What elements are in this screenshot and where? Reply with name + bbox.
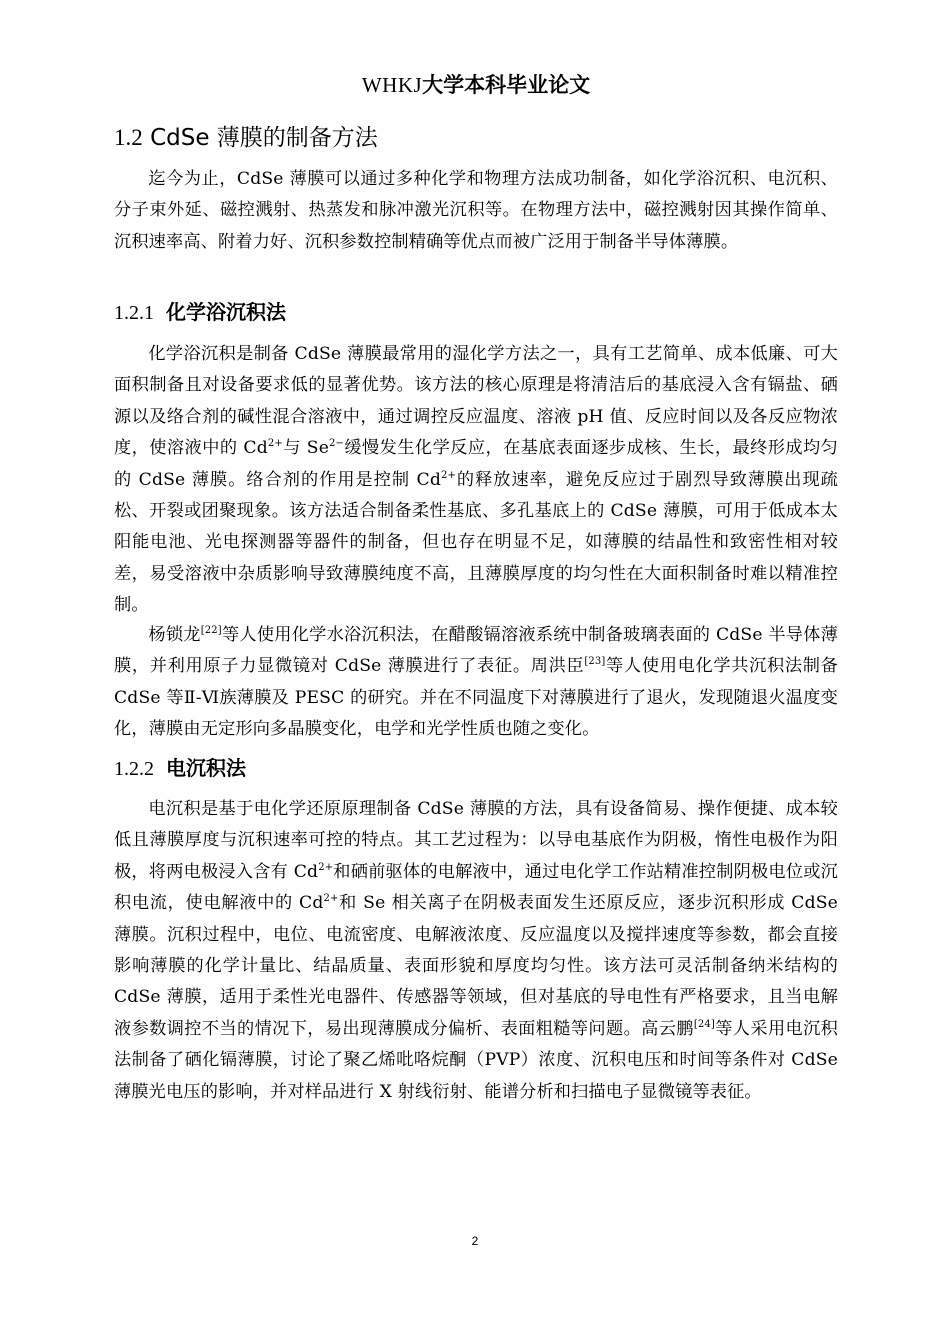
citation-ref: [24] [693,1018,715,1030]
cbd-literature-paragraph [114,620,838,746]
subsection-title: 电沉积法 [166,756,246,780]
header-title: 大学本科毕业论文 [422,73,591,97]
header-latin: WHKJ [361,73,423,97]
subsection-heading-1 [114,297,286,328]
text-run: 电沉积是基于电化学还原原理制备 CdSe 薄膜的方法，具有设备简易、操作便捷、成本较低且薄膜厚度与沉积速率可控的特点。其工艺过程为：以导电基底作为阴极，惰性电极作为阳极，将两电极浸入含有 Cd [114,799,838,882]
text-run: 等人使用电化学共沉积法制备 CdSe 等Ⅱ-Ⅵ族薄膜及 PESC 的研究。并在不同温度下对薄膜进行了退火，发现随退火温度变化，薄膜由无定形向多晶膜变化，电学和光学性质也随之变化。 [114,656,838,740]
text-run: 和 Se 相关离子在阴极表面发生还原反应，逐步沉积形成 CdSe 薄膜。沉积过程中，电位、电流密度、电解液浓度、反应温度以及搅拌速度等参数，都会直接影响薄膜的化学计量比、结晶质量、表面形貌和厚度均匀性。该方法可灵活制备纳米结构的 CdSe 薄膜，适用于柔性光电器件、传感器等领域，但对基底的导电性有严格要求，且当电解液参数调控不当的情况下，易出现薄膜成分偏析、表面粗糙等问题。高云鹏 [114,893,838,1039]
text-run: 的释放速率，避免反应过于剧烈导致薄膜出现疏松、开裂或团聚现象。该方法适合制备柔性基底、多孔基底上的 CdSe 薄膜，可用于低成本太阳能电池、光电探测器等器件的制备，但也存在明显不足，如薄膜的结晶性和致密性相对较差，易受溶液中杂质影响导致薄膜纯度不高，且薄膜厚度的均匀性在大面积制备时难以精准控制。 [114,469,838,616]
text-run: 杨锁龙 [148,625,201,645]
text-run: 化学浴沉积是制备 CdSe 薄膜最常用的湿化学方法之一，具有工艺简单、成本低廉、可大面积制备且对设备要求低的显著优势。该方法的核心原理是将清洁后的基底浸入含有镉盐、硒源以及络合剂的碱性混合溶液中，通过调控反应温度、溶液 pH 值、反应时间以及各反应物浓度，使溶液中的 Cd [114,344,838,459]
section-title: CdSe 薄膜的制备方法 [150,125,378,151]
superscript: 2+ [267,438,283,450]
text-run: 与 Se [282,438,330,459]
page-number: 2 [471,1234,479,1248]
superscript: 2− [329,438,345,450]
superscript: 2+ [318,861,334,873]
citation-ref: [22] [200,625,222,636]
subsection-title: 化学浴沉积法 [166,300,286,324]
text-run: 等人采用电沉积法制备了硒化镉薄膜，讨论了聚乙烯吡咯烷酮（PVP）浓度、沉积电压和时间等条件对 CdSe 薄膜光电压的影响，并对样品进行 X 射线衍射、能谱分析和扫描电子显微镜等表征。 [114,1018,838,1102]
section-heading [114,122,378,154]
text-run: 缓慢发生化学反应，在基底表面逐步成核、生长，最终形成均匀的 CdSe 薄膜。络合剂的作用是控制 Cd [114,438,838,490]
citation-ref: [23] [584,656,606,668]
running-header [114,70,838,100]
superscript: 2+ [323,893,339,905]
superscript: 2+ [441,469,457,481]
cbd-paragraph [114,339,838,622]
subsection-number: 1.2.1 [114,302,154,324]
subsection-number: 1.2.2 [114,758,154,780]
section-intro-paragraph: 迄今为止，CdSe 薄膜可以通过多种化学和物理方法成功制备，如化学浴沉积、电沉积、分子束外延、磁控溅射、热蒸发和脉冲激光沉积等。在物理方法中，磁控溅射因其操作简单、沉积速率高、附着力好、沉积参数控制精确等优点而被广泛用于制备半导体薄膜。 [114,169,838,252]
text-run: 等人使用化学水浴沉积法，在醋酸镉溶液系统中制备玻璃表面的 CdSe 半导体薄膜，并利用原子力显微镜对 CdSe 薄膜进行了表征。周洪臣 [114,625,839,677]
electrodeposition-paragraph [114,794,838,1108]
subsection-heading-2 [114,753,246,784]
section-number: 1.2 [114,125,143,150]
text-run: 和硒前驱体的电解液中，通过电化学工作站精准控制阴极电位或沉积电流，使电解液中的 Cd [114,861,838,914]
